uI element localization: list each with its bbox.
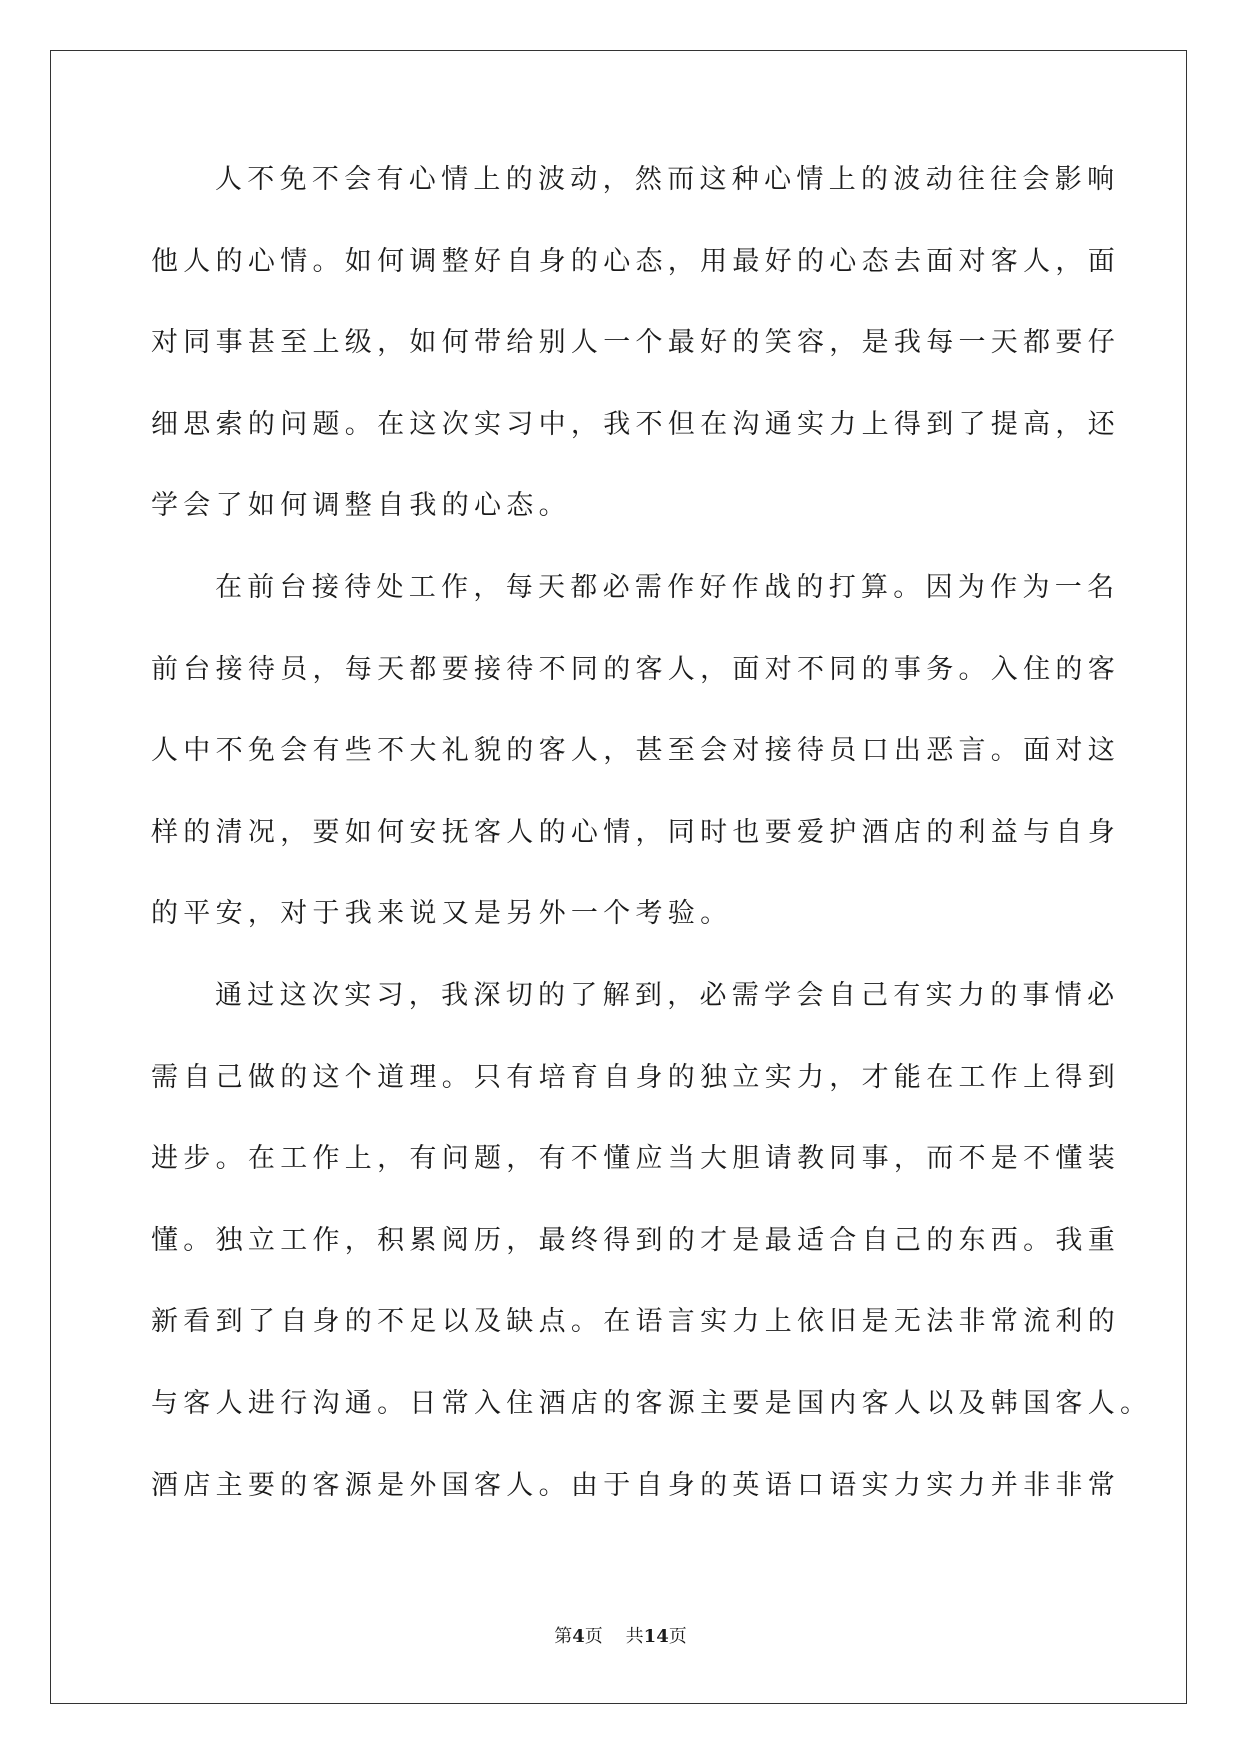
text-line: 人中不免会有些不大礼貌的客人，甚至会对接待员口出恶言。面对这: [151, 735, 1120, 767]
text-line: 懂。独立工作，积累阅历，最终得到的才是最适合自己的东西。我重: [151, 1224, 1120, 1256]
text-line: 的平安，对于我来说又是另外一个考验。: [151, 898, 733, 930]
text-line: 样的清况，要如何安抚客人的心情，同时也要爱护酒店的利益与自身: [151, 816, 1120, 848]
text-line: 进步。在工作上，有问题，有不懂应当大胆请教同事，而不是不懂装: [151, 1143, 1120, 1175]
text-line: 酒店主要的客源是外国客人。由于自身的英语口语实力实力并非非常: [151, 1469, 1120, 1501]
total-pages-suffix: 页: [668, 1626, 687, 1647]
total-page-count: 14: [643, 1626, 669, 1647]
page-footer: [0, 1625, 1241, 1649]
text-line: 新看到了自身的不足以及缺点。在语言实力上依旧是无法非常流利的: [151, 1306, 1120, 1338]
text-line: 需自己做的这个道理。只有培育自身的独立实力，才能在工作上得到: [151, 1061, 1120, 1093]
page-number-prefix: 第: [554, 1626, 573, 1647]
text-line: 细思索的问题。在这次实习中，我不但在沟通实力上得到了提高，还: [151, 408, 1120, 440]
text-line: 与客人进行沟通。日常入住酒店的客源主要是国内客人以及韩国客人。: [151, 1387, 1153, 1419]
page-number-suffix: 页: [584, 1626, 603, 1647]
text-line: 对同事甚至上级，如何带给别人一个最好的笑容，是我每一天都要仔: [151, 327, 1120, 359]
text-line: 通过这次实习，我深切的了解到，必需学会自己有实力的事情必: [215, 979, 1120, 1011]
text-line: 前台接待员，每天都要接待不同的客人，面对不同的事务。入住的客: [151, 653, 1120, 685]
document-body: [151, 162, 1153, 1549]
text-line: 人不免不会有心情上的波动，然而这种心情上的波动往往会影响: [215, 164, 1120, 195]
text-line: 在前台接待处工作，每天都必需作好作战的打算。因为作为一名: [215, 571, 1120, 603]
total-pages-prefix: 共: [625, 1626, 644, 1647]
text-line: 学会了如何调整自我的心态。: [151, 490, 571, 522]
text-line: 他人的心情。如何调整好自身的心态，用最好的心态去面对客人，面: [151, 245, 1120, 277]
current-page-number: 4: [572, 1626, 585, 1647]
